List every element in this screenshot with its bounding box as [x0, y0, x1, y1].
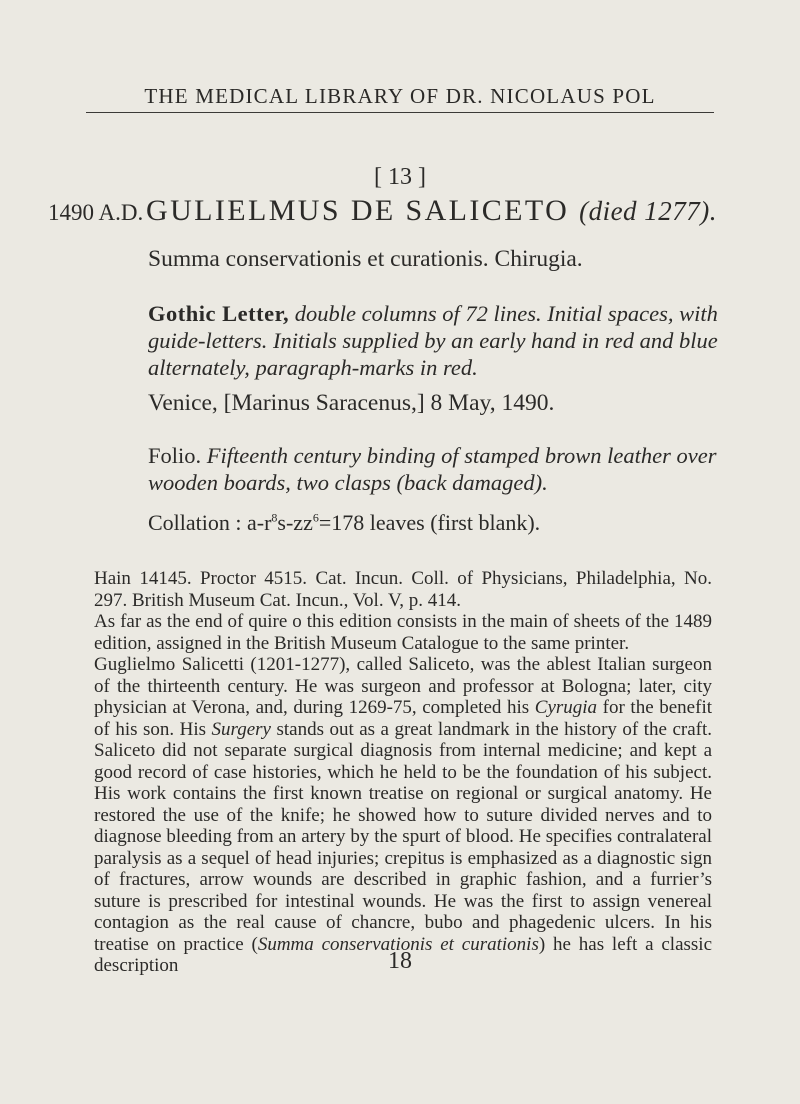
- collation-prefix: Collation : a-r: [148, 510, 272, 535]
- biography-text-4: ) he has left a classic description: [94, 933, 712, 976]
- entry-date: 1490 A.D.: [48, 200, 144, 225]
- body-text: [94, 568, 712, 977]
- author-name: GULIELMUS DE SALICETO: [146, 194, 570, 227]
- collation-sup-2: 6: [312, 510, 319, 525]
- imprint: Venice, [Marinus Saracenus,] 8 May, 1490.: [148, 390, 555, 416]
- collation-middle: s-zz: [277, 510, 313, 535]
- binding-description: Fifteenth century binding of stamped brown leather over wooden boards, two clasps (back damaged).: [148, 443, 717, 495]
- biography-text-1: Guglielmo Salicetti (1201-1277), called Saliceto, was the ablest Italian surgeon of the thirteenth century. He was surgeon and professor at Bologna; later, city physician at Verona, and, during 1269-75, completed his: [94, 654, 712, 718]
- work-title-surgery: Surgery: [211, 718, 271, 740]
- header-rule: [86, 112, 714, 113]
- work-title-summa: Summa conservationis et curationis: [257, 933, 539, 955]
- author-death: (died 1277).: [579, 196, 718, 226]
- collation: [148, 510, 750, 536]
- typeface-name: Gothic Letter,: [148, 301, 290, 326]
- typeface-description: [148, 300, 750, 381]
- format-size: Folio.: [148, 443, 202, 468]
- references-paragraph: Hain 14145. Proctor 4515. Cat. Incun. Coll. of Physicians, Philadelphia, No. 297. British Museum Cat. Incun., Vol. V, p. 414.: [94, 568, 712, 611]
- biography-text-3: stands out as a great landmark in the history of the craft. Saliceto did not separate surgical diagnosis from internal medicine; and kept a good record of case histories, which he held to be the foundation of his subject. His work contains the first known treatise on regional or surgical anatomy. He restored the use of the knife; he showed how to suture divided nerves and to diagnose bleeding from an artery by the spurt of blood. He specifies contralateral paralysis as a sequel of head injuries; crepitus is emphasized as a diagnostic sign of fractures, arrow wounds are described in graphic fashion, and a furrier’s suture is prescribed for intestinal wounds. He was the first to assign venereal contagion as the real cause of chancre, bubo and phagedenic ulcers. In his treatise on practice (: [94, 718, 712, 955]
- work-title: Summa conservationis et curationis. Chirugia.: [148, 246, 583, 272]
- author-heading: [146, 194, 717, 228]
- biography-paragraph: [94, 654, 712, 977]
- entry-number: [ 13 ]: [374, 164, 426, 190]
- biography-text-2: for the benefit of his son. His: [94, 697, 712, 740]
- edition-note-paragraph: As far as the end of quire o this edition consists in the main of sheets of the 1489 edition, assigned in the British Museum Catalogue to the same printer.: [94, 611, 712, 654]
- collation-suffix: =178 leaves (first blank).: [318, 510, 541, 535]
- running-head: THE MEDICAL LIBRARY OF DR. NICOLAUS POL: [144, 84, 656, 108]
- page-number: 18: [388, 948, 412, 974]
- work-title-cyrugia: Cyrugia: [534, 697, 598, 718]
- typeface-details: double columns of 72 lines. Initial spaces, with guide-letters. Initials supplied by an early hand in red and blue alternately, paragraph-marks in red.: [148, 301, 718, 380]
- format-binding: [148, 442, 750, 496]
- collation-sup-1: 8: [271, 510, 278, 525]
